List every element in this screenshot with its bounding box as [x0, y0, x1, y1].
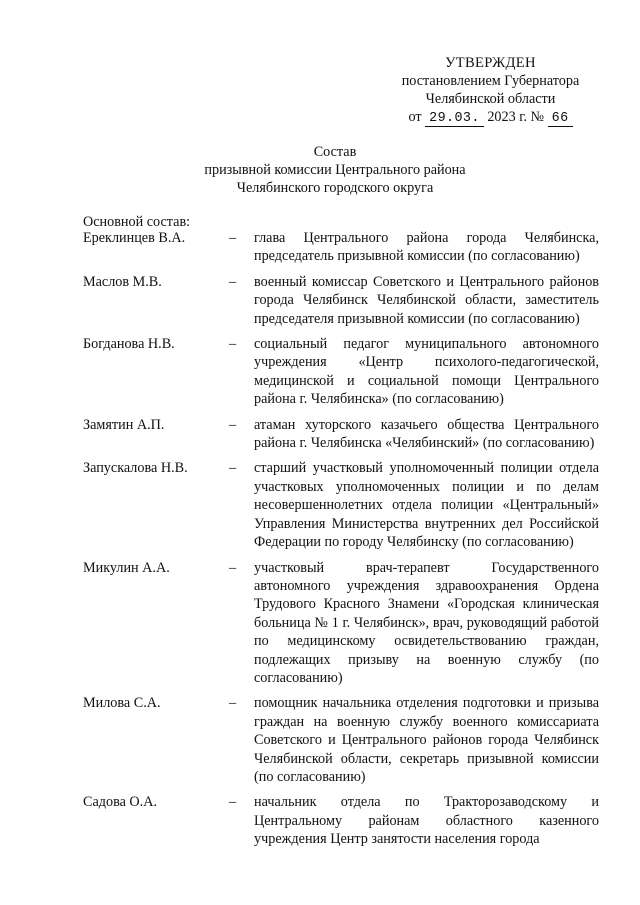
member-role: социальный педагог муниципального автономного учреждения «Центр психолого-педагогической, медицинской и социальной помощи Центрального района г. Челябинска» (по согласованию) [254, 336, 599, 408]
member-dash: – [229, 559, 237, 576]
member-dash: – [229, 230, 237, 246]
member-role: начальник отдела по Тракторозаводскому и Центральному районам областного казенного учреждения Центр занятости населения города [254, 794, 599, 848]
approval-number: 66 [548, 111, 573, 127]
approval-block [388, 54, 593, 128]
member-dash: – [229, 416, 237, 433]
member-row [83, 793, 599, 848]
heading-line-2: призывной комиссии Центрального района [204, 162, 466, 178]
member-row [83, 559, 599, 688]
member-role: участковый врач-терапевт Государственного автономного учреждения здравоохранения Ордена Трудового Красного Знамени «Городская клиническая больница № 1 г. Челябинск», врач, руководящий работой по медицинскому освидетельствованию граждан, подлежащих призыву на военную службу (по согласованию) [254, 559, 599, 686]
member-name: Микулин А.А. [83, 559, 170, 576]
member-dash: – [229, 273, 237, 290]
member-name: Замятин А.П. [83, 416, 165, 433]
heading-line-3: Челябинского городского округа [236, 180, 434, 196]
approval-date-prefix: от [408, 109, 422, 125]
approval-date-suffix: 2023 г. № [487, 109, 545, 125]
member-name: Милова С.А. [83, 695, 161, 712]
member-role: глава Центрального района города Челябинска, председатель призывной комиссии (по согласованию) [254, 230, 599, 265]
approval-date-line [388, 108, 593, 128]
member-role: помощник начальника отделения подготовки и призыва граждан на военную службу военного комиссариата Советского и Центрального районов города Челябинск Челябинской области, секретарь призывной комиссии (по согласованию) [254, 695, 599, 785]
approval-line-1: постановлением Губернатора [401, 73, 580, 89]
heading-line-1: Состав [313, 144, 357, 160]
members-list [83, 229, 599, 856]
member-row [83, 694, 599, 786]
member-dash: – [229, 794, 237, 811]
approval-date: 29.03. [425, 111, 484, 127]
member-name: Садова О.А. [83, 794, 158, 811]
approval-line-2: Челябинской области [425, 91, 556, 107]
document-heading [150, 143, 520, 197]
member-row [83, 459, 599, 551]
member-row [83, 229, 599, 266]
member-dash: – [229, 695, 237, 712]
member-role: военный комиссар Советского и Центрального районов города Челябинск Челябинской области, заместитель председателя призывной комиссии (по согласованию) [254, 273, 599, 327]
member-role: старший участковый уполномоченный полиции отдела участковых уполномоченных полиции и по делам несовершеннолетних отдела полиции «Центральный» Управления Министерства внутренних дел Российской Федерации по городу Челябинску (по согласованию) [254, 460, 599, 551]
member-name: Богданова Н.В. [83, 336, 175, 353]
composition-label: Основной состав: [83, 214, 191, 230]
approval-title: УТВЕРЖДЕН [445, 55, 536, 71]
member-row [83, 273, 599, 328]
member-name: Запускалова Н.В. [83, 460, 188, 477]
member-dash: – [229, 336, 237, 353]
member-row [83, 416, 599, 453]
member-row [83, 335, 599, 409]
member-role: атаман хуторского казачьего общества Центрального района г. Челябинска «Челябинский» (по согласованию) [254, 416, 599, 452]
member-name: Ереклинцев В.А. [83, 230, 186, 246]
member-dash: – [229, 460, 237, 477]
member-name: Маслов М.В. [83, 273, 162, 290]
